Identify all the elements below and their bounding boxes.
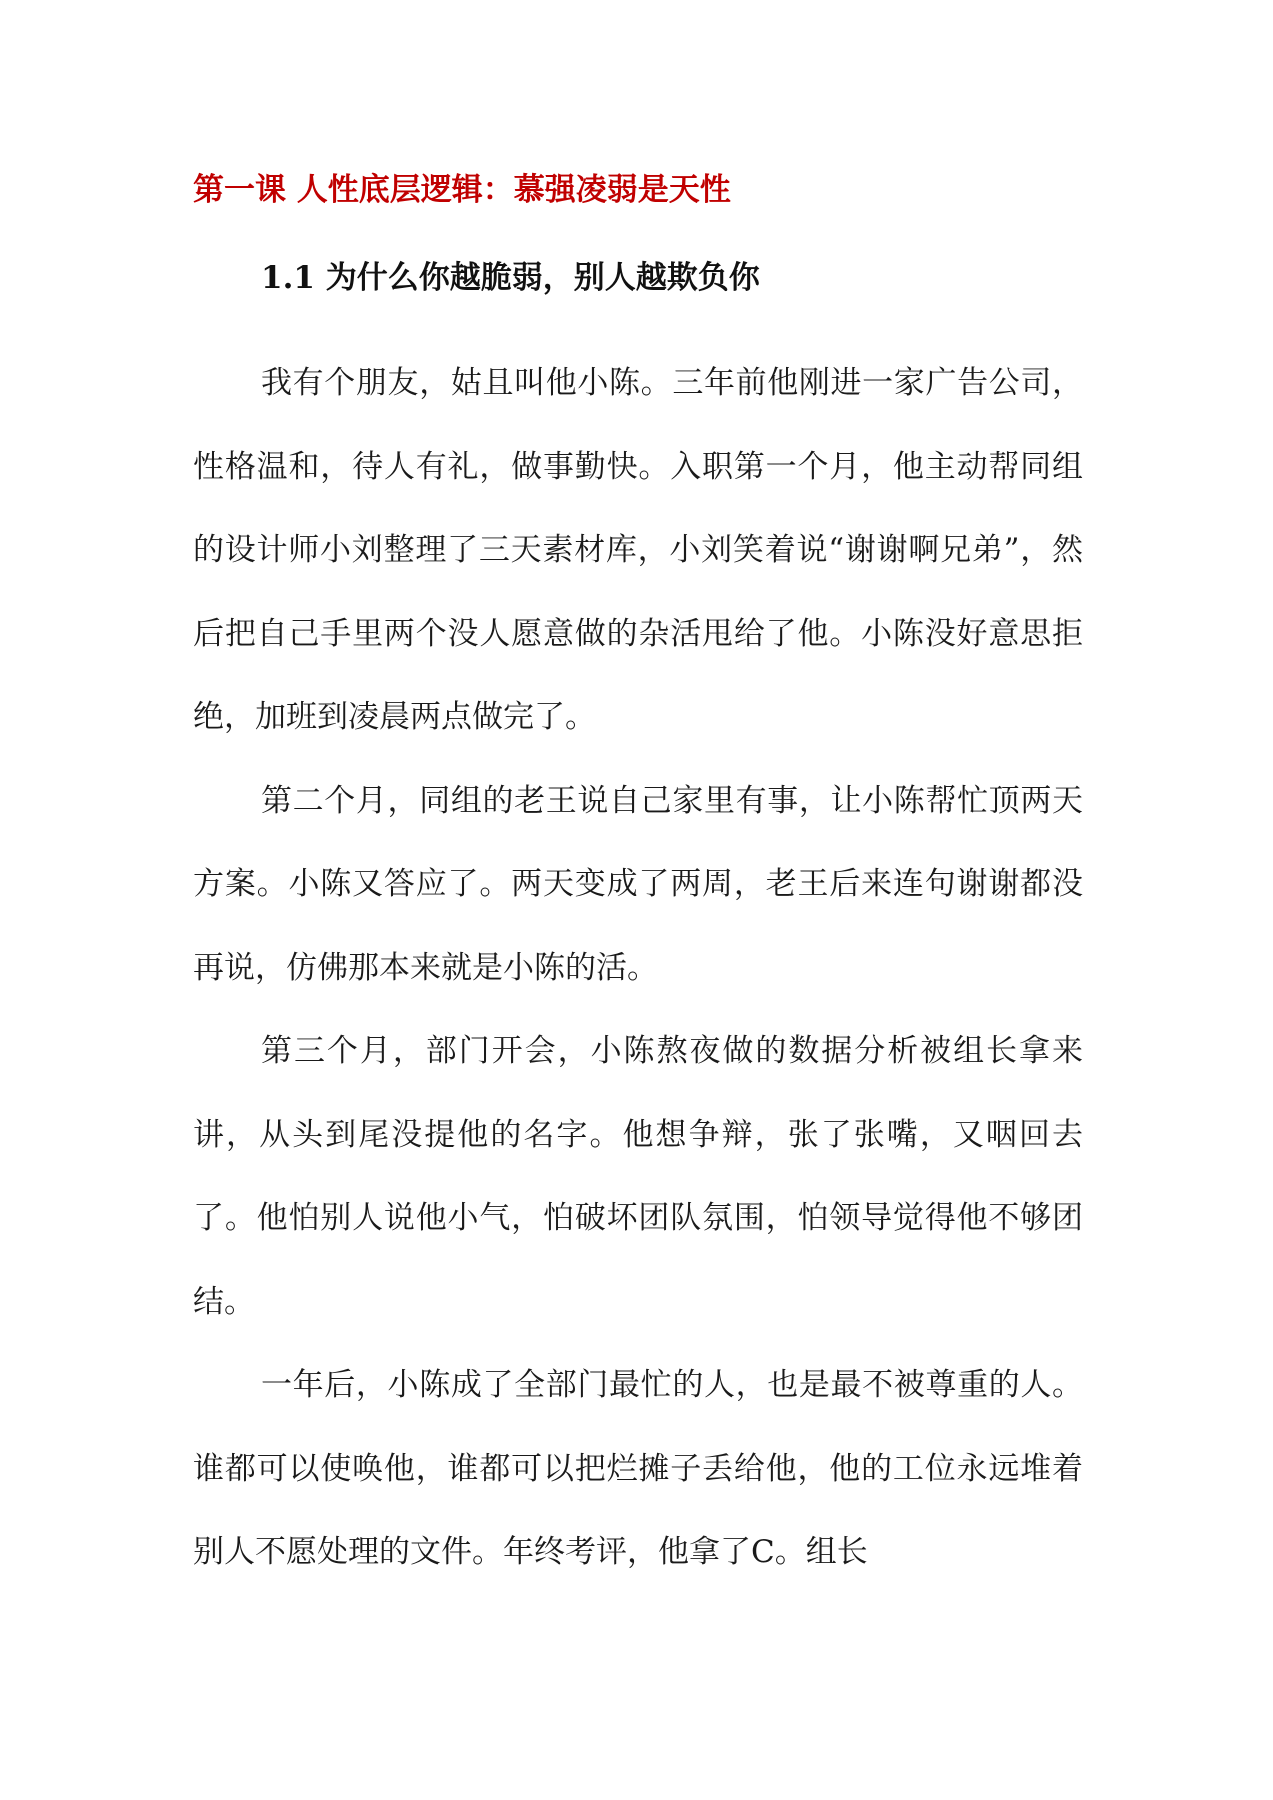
paragraph-2: 第二个月，同组的老王说自己家里有事，让小陈帮忙顶两天方案。小陈又答应了。两天变成了两周，老王后来连句谢谢都没再说，仿佛那本来就是小陈的活。 — [193, 782, 1083, 986]
paragraph-3: 第三个月，部门开会，小陈熬夜做的数据分析被组长拿来讲，从头到尾没提他的名字。他想争辩，张了张嘴，又咽回去了。他怕别人说他小气，怕破坏团队氛围，怕领导觉得他不够团结。 — [193, 1033, 1083, 1320]
section-title: 1.1 为什么你越脆弱，别人越欺负你 — [261, 260, 760, 296]
document-content — [193, 170, 1083, 1595]
paragraph-4: 一年后，小陈成了全部门最忙的人，也是最不被尊重的人。谁都可以使唤他，谁都可以把烂摊子丢给他，他的工位永远堆着别人不愿处理的文件。年终考评，他拿了C。组长 — [193, 1367, 1083, 1570]
paragraph-1: 我有个朋友，姑且叫他小陈。三年前他刚进一家广告公司，性格温和，待人有礼，做事勤快。入职第一个月，他主动帮同组的设计师小刘整理了三天素材库，小刘笑着说“谢谢啊兄弟”，然后把自己手里两个没人愿意做的杂活甩给了他。小陈没好意思拒绝，加班到凌晨两点做完了。 — [193, 365, 1083, 735]
chapter-title: 第一课 人性底层逻辑：慕强凌弱是天性 — [193, 172, 731, 208]
